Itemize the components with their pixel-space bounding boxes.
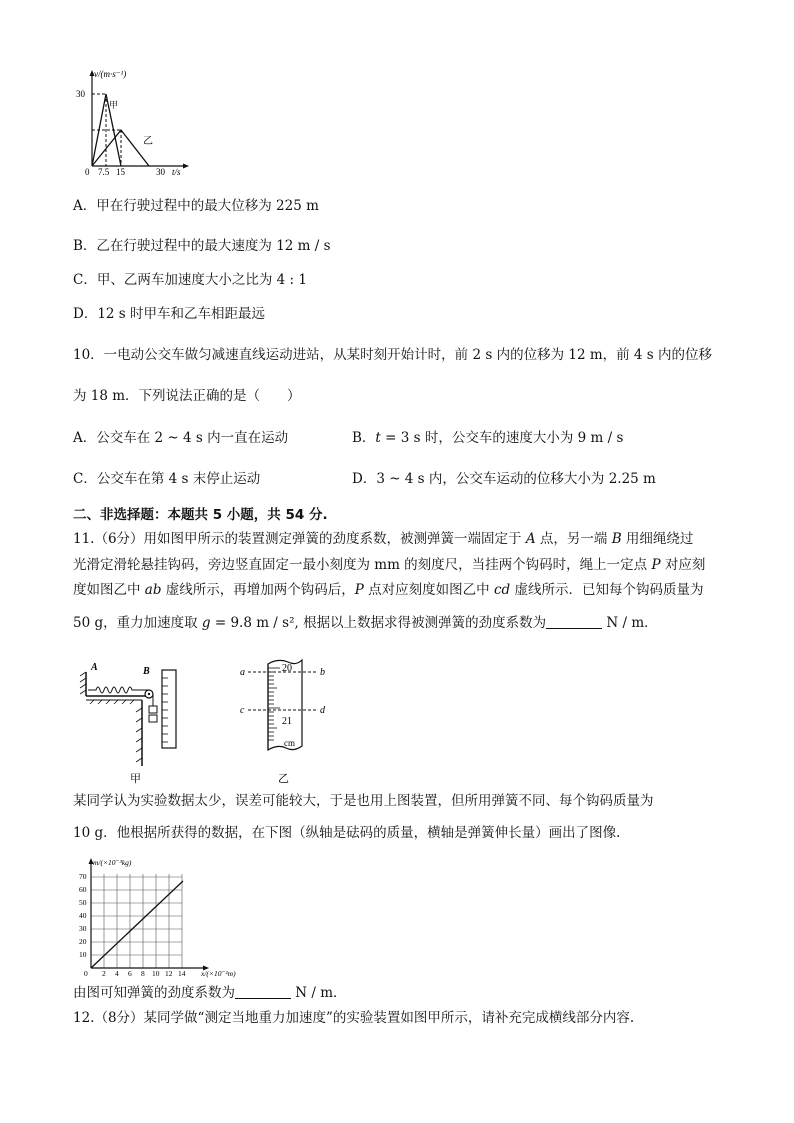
mx-xtick-14: 14 [178,969,186,978]
tick-unit: cm [284,738,295,748]
weight-1 [149,706,157,713]
mx-ytick-20: 20 [79,937,87,946]
label-B: B [143,666,150,677]
tick-20: 20 [282,663,292,674]
vt-xtick-30: 30 [156,167,165,176]
mx-graph [75,856,255,978]
mx-xtick-2: 2 [102,969,106,978]
caption-yi: 乙 [278,773,289,785]
ruler-jia [162,670,176,748]
q10-stem-line1: 10．一电动公交车做匀减速直线运动进站，从某时刻开始计时，前 2 s 内的位移为 12 m，前 4 s 内的位移 [73,347,713,363]
mx-ytick-40: 40 [79,911,87,920]
vt-x-arrow [183,164,189,169]
caption-jia: 甲 [130,773,141,785]
mx-ytick-70: 70 [79,872,87,881]
q10-option-b: B．t = 3 s 时，公交车的速度大小为 9 m / s [352,430,624,446]
mx-ytick-50: 50 [79,898,87,907]
q9-option-b: B．乙在行驶过程中的最大速度为 12 m / s [73,238,331,254]
q9-option-d: D．12 s 时甲车和乙车相距最远 [73,306,266,322]
vt-label-yi: 乙 [143,136,153,147]
q11-line1: 11.（6分）用如图甲所示的装置测定弹簧的劲度系数，被测弹簧一端固定于 A 点，另一端 B 用细绳绕过 [73,531,694,547]
label-A: A [91,662,98,673]
answer-blank-1[interactable] [546,614,602,629]
q11-line3: 度如图乙中 ab 虚线所示，再增加两个钩码后，P 点对应刻度如图乙中 cd 虚线所示．已知每个钩码质量为 [73,582,704,598]
vt-ylabel: v/(m·s⁻¹) [94,69,127,79]
vt-xtick-7.5: 7.5 [98,167,110,176]
q11-line2: 光滑定滑轮悬挂钩码，旁边竖直固定一最小刻度为 mm 的刻度尺，当挂两个钩码时，绳上一定点 P 对应刻 [73,557,706,573]
q11-extra-line2: 10 g．他根据所获得的数据，在下图（纵轴是砝码的质量，横轴是弹簧伸长量）画出了图像. [73,825,621,841]
vt-ytick-30: 30 [76,89,85,99]
mx-xtick-4: 4 [115,969,119,978]
section-heading: 二、非选择题：本题共 5 小题，共 54 分. [73,507,328,523]
label-a: a [240,667,245,678]
q11-line4: 50 g，重力加速度取 g = 9.8 m / s², 根据以上数据求得被测弹簧的劲度系数为 N / m． [73,615,658,631]
q10-option-a: A．公交车在 2 ~ 4 s 内一直在运动 [73,430,289,446]
q12-stem: 12.（8分）某同学做“测定当地重力加速度”的实验装置如图甲所示，请补充完成横线部分内容. [73,1010,635,1026]
ruler-yi [232,656,332,786]
weight-2 [149,715,157,722]
mx-xtick-6: 6 [128,969,132,978]
label-c: c [240,705,245,716]
label-d: d [320,705,325,716]
mx-ytick-0: 0 [84,969,88,978]
mx-ytick-60: 60 [79,885,87,894]
mx-xtick-8: 8 [141,969,145,978]
vt-label-jia: 甲 [109,100,119,110]
mx-xtick-12: 12 [165,969,173,978]
q9-option-c: C．甲、乙两车加速度大小之比为 4 : 1 [73,272,307,288]
vt-xtick-0: 0 [85,167,90,176]
q11-answer-line2: 由图可知弹簧的劲度系数为 N / m． [73,985,347,1001]
q11-extra-line1: 某同学认为实验数据太少，误差可能较大，于是也用上图装置，但所用弹簧不同、每个钩码质量为 [73,793,654,809]
mx-ytick-30: 30 [79,924,87,933]
vt-graph [70,66,190,176]
q10-stem-line2: 为 18 m．下列说法正确的是（ ） [73,388,301,404]
q10-option-c: C．公交车在第 4 s 末停止运动 [73,471,261,487]
apparatus-jia [78,656,188,786]
mx-ylabel: m/(×10⁻³kg) [93,858,132,867]
mx-ytick-10: 10 [79,950,87,959]
q10-option-d: D．3 ~ 4 s 内，公交车运动的位移大小为 2.25 m [352,471,656,487]
vt-xlabel: t/s [172,167,181,176]
mx-xtick-10: 10 [152,969,160,978]
q9-option-a: A．甲在行驶过程中的最大位移为 225 m [73,198,319,214]
tick-21: 21 [282,716,292,727]
mx-xlabel: x/(×10⁻²m) [201,969,236,978]
answer-blank-2[interactable] [235,984,291,999]
vt-xtick-15: 15 [116,167,125,176]
spring [88,687,138,693]
label-b: b [320,667,325,678]
